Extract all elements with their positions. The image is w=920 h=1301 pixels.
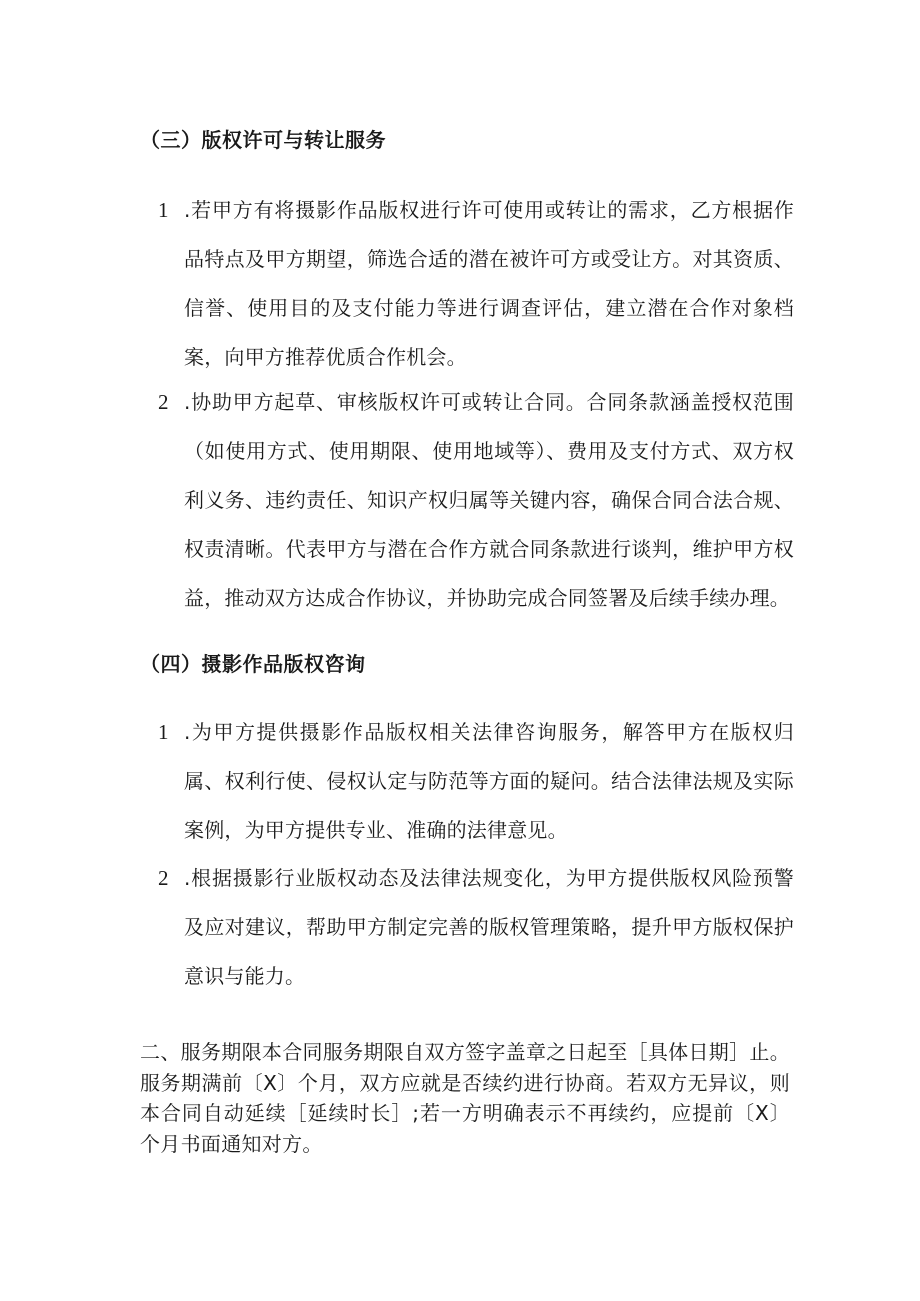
- term-clause-paragraph: 二、服务期限本合同服务期限自双方签字盖章之日起至［具体日期］止。服务期满前〔X〕个月，双方应就是否续约进行协商。若双方无异议，则本合同自动延续［延续时长］;若一方明确表示不再续约，应提前〔X〕个月书面通知对方。: [140, 1040, 790, 1156]
- item-number: 2: [158, 866, 169, 890]
- list-item: [140, 186, 800, 382]
- list-item: [140, 378, 800, 623]
- section-heading-consulting: （四）摄影作品版权咨询: [140, 652, 366, 676]
- item-number: 2: [158, 390, 169, 414]
- item-number: 1: [158, 720, 169, 744]
- list-item: [140, 854, 800, 1001]
- item-text: .若甲方有将摄影作品版权进行许可使用或转让的需求，乙方根据作品特点及甲方期望，筛选合适的潜在被许可方或受让方。对其资质、信誉、使用目的及支付能力等进行调查评估，建立潜在合作对象档案，向甲方推荐优质合作机会。: [184, 198, 794, 369]
- list-item: [140, 708, 800, 855]
- item-text: .根据摄影行业版权动态及法律法规变化，为甲方提供版权风险预警及应对建议，帮助甲方制定完善的版权管理策略，提升甲方版权保护意识与能力。: [184, 866, 794, 988]
- item-text: .协助甲方起草、审核版权许可或转让合同。合同条款涵盖授权范围（如使用方式、使用期限、使用地域等）、费用及支付方式、双方权利义务、违约责任、知识产权归属等关键内容，确保合同合法合规、权责清晰。代表甲方与潜在合作方就合同条款进行谈判，维护甲方权益，推动双方达成合作协议，并协助完成合同签署及后续手续办理。: [184, 390, 794, 610]
- section-heading-licensing: （三）版权许可与转让服务: [140, 128, 386, 152]
- item-number: 1: [158, 198, 169, 222]
- item-text: .为甲方提供摄影作品版权相关法律咨询服务，解答甲方在版权归属、权利行使、侵权认定与防范等方面的疑问。结合法律法规及实际案例，为甲方提供专业、准确的法律意见。: [184, 720, 794, 842]
